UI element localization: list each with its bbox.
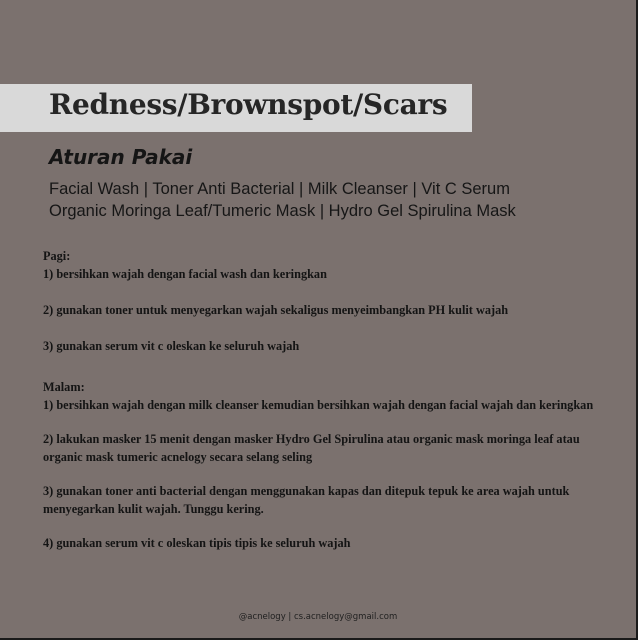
night-routine (43, 378, 613, 552)
night-step-1: 1) bersihkan wajah dengan milk cleanser kemudian bersihkan wajah dengan facial wajah dan keringkan (43, 398, 594, 412)
night-step-3: 3) gunakan toner anti bacterial dengan menggunakan kapas dan ditepuk tepuk ke area wajah untuk menyegarkan kulit wajah. Tunggu kering. (43, 484, 570, 516)
footer-contact: @acnelogy | cs.acnelogy@gmail.com (238, 612, 398, 622)
morning-label: Pagi: (43, 249, 71, 263)
product-line-1: Facial Wash | Toner Anti Bacterial | Milk Cleanser | Vit C Serum (49, 180, 510, 198)
morning-step-3: 3) gunakan serum vit c oleskan ke seluruh wajah (43, 339, 300, 353)
morning-routine (43, 247, 613, 355)
night-step-2: 2) lakukan masker 15 menit dengan masker Hydro Gel Spirulina atau organic mask moringa leaf atau organic mask tumeric acnelogy secara selang seling (43, 432, 580, 464)
night-step-4: 4) gunakan serum vit c oleskan tipis tipis ke seluruh wajah (43, 536, 351, 550)
page-title: Redness/Brownspot/Scars (49, 88, 448, 121)
usage-heading: Aturan Pakai (49, 145, 193, 169)
product-list (49, 178, 629, 222)
product-line-2: Organic Moringa Leaf/Tumeric Mask | Hydro Gel Spirulina Mask (49, 202, 516, 220)
morning-step-1: 1) bersihkan wajah dengan facial wash dan keringkan (43, 267, 327, 281)
night-label: Malam: (43, 380, 85, 394)
morning-step-2: 2) gunakan toner untuk menyegarkan wajah sekaligus menyeimbangkan PH kulit wajah (43, 303, 509, 317)
